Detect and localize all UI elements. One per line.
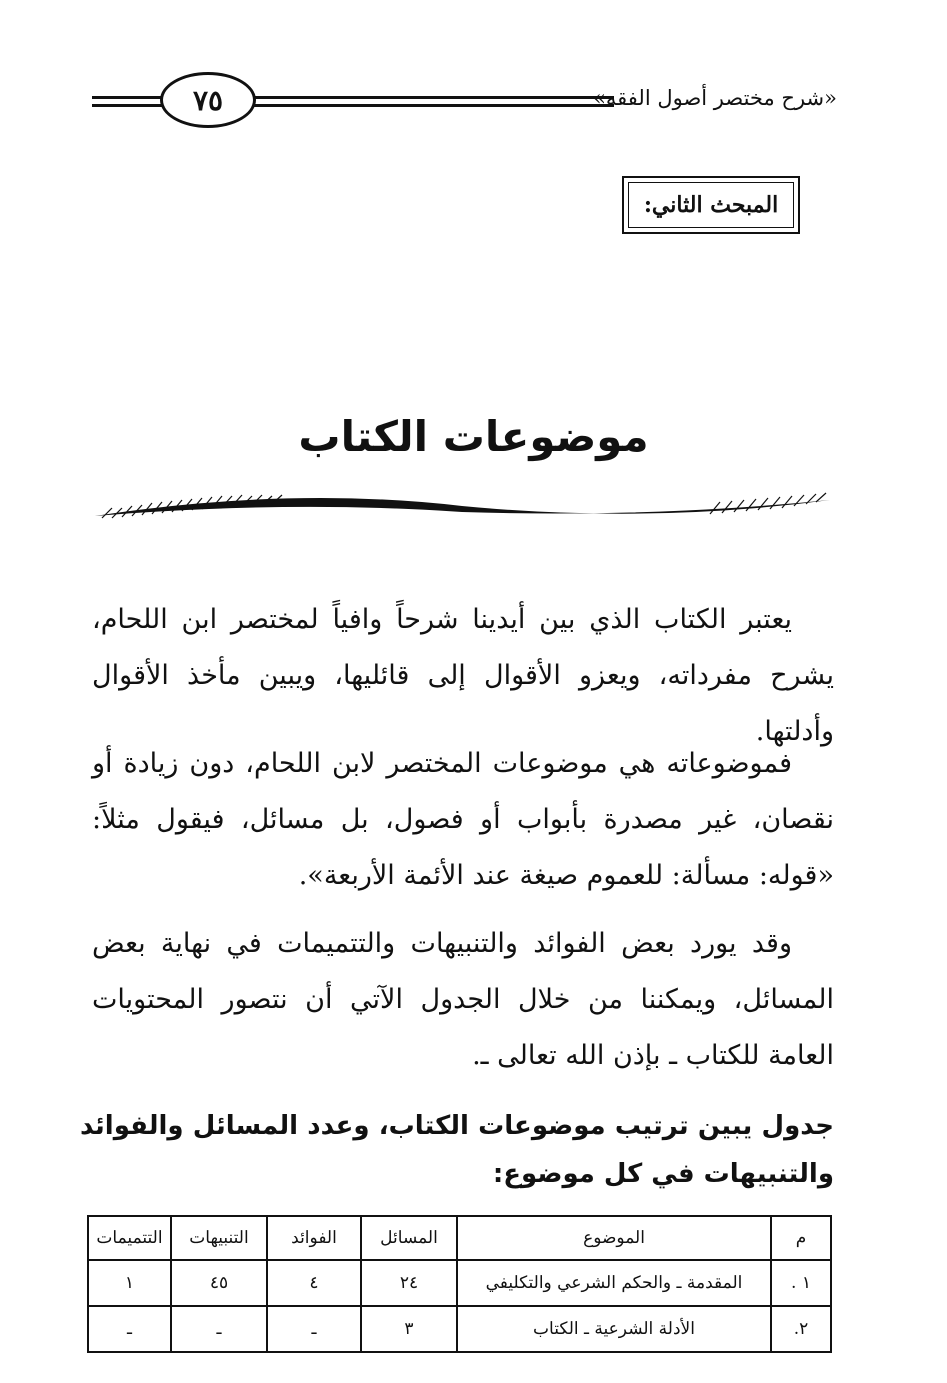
topics-table: [87, 1215, 832, 1353]
cell-topic: الأدلة الشرعية ـ الكتاب: [457, 1306, 771, 1352]
col-header-issues: المسائل: [361, 1216, 457, 1260]
header-rule-right-lower: [254, 104, 614, 107]
cell-remarks: ـ: [171, 1306, 267, 1352]
cell-number: ٢.: [771, 1306, 831, 1352]
page-number: ٧٥: [160, 72, 256, 128]
cell-issues: ٣: [361, 1306, 457, 1352]
header-rule-left: [92, 96, 162, 99]
cell-remarks: ٤٥: [171, 1260, 267, 1306]
cell-issues: ٢٤: [361, 1260, 457, 1306]
cell-benefits: ـ: [267, 1306, 361, 1352]
table-caption: جدول يبين ترتيب موضوعات الكتاب، وعدد المسائل والفوائد والتنبيهات في كل موضوع:: [80, 1111, 834, 1189]
ornament-divider: [90, 488, 835, 528]
table-row: [88, 1306, 831, 1352]
cell-number: ١ .: [771, 1260, 831, 1306]
header-rule-left-lower: [92, 104, 162, 107]
paragraph-topics: فموضوعاته هي موضوعات المختصر لابن اللحام، دون زيادة أو نقصان، غير مصدرة بأبواب أو فصول، بل مسائل، فيقول مثلاً: «قوله: مسألة: للعموم صيغة عند الأئمة الأربعة».: [92, 748, 834, 891]
table-header-row: [88, 1216, 831, 1260]
running-title: «شرح مختصر أصول الفقه»: [593, 86, 837, 110]
section-label-box: [622, 176, 800, 234]
col-header-remarks: التنبيهات: [171, 1216, 267, 1260]
header-rule-right: [254, 96, 614, 99]
cell-benefits: ٤: [267, 1260, 361, 1306]
section-label: المبحث الثاني:: [643, 192, 779, 218]
main-title: موضوعات الكتاب: [298, 412, 649, 461]
paragraph-notes: وقد يورد بعض الفوائد والتنبيهات والتتميمات في نهاية بعض المسائل، ويمكننا من خلال الجدول الآتي أن نتصور المحتويات العامة للكتاب ـ بإذن الله تعالى ـ.: [92, 928, 834, 1071]
table-row: [88, 1260, 831, 1306]
col-header-number: م: [771, 1216, 831, 1260]
paragraph-intro: يعتبر الكتاب الذي بين أيدينا شرحاً وافياً لمختصر ابن اللحام، يشرح مفرداته، ويعزو الأقوال إلى قائليها، ويبين مأخذ الأقوال وأدلتها.: [92, 604, 834, 747]
cell-supplements: ـ: [88, 1306, 171, 1352]
cell-supplements: ١: [88, 1260, 171, 1306]
col-header-supplements: التتميمات: [88, 1216, 171, 1260]
col-header-topic: الموضوع: [457, 1216, 771, 1260]
col-header-benefits: الفوائد: [267, 1216, 361, 1260]
cell-topic: المقدمة ـ والحكم الشرعي والتكليفي: [457, 1260, 771, 1306]
